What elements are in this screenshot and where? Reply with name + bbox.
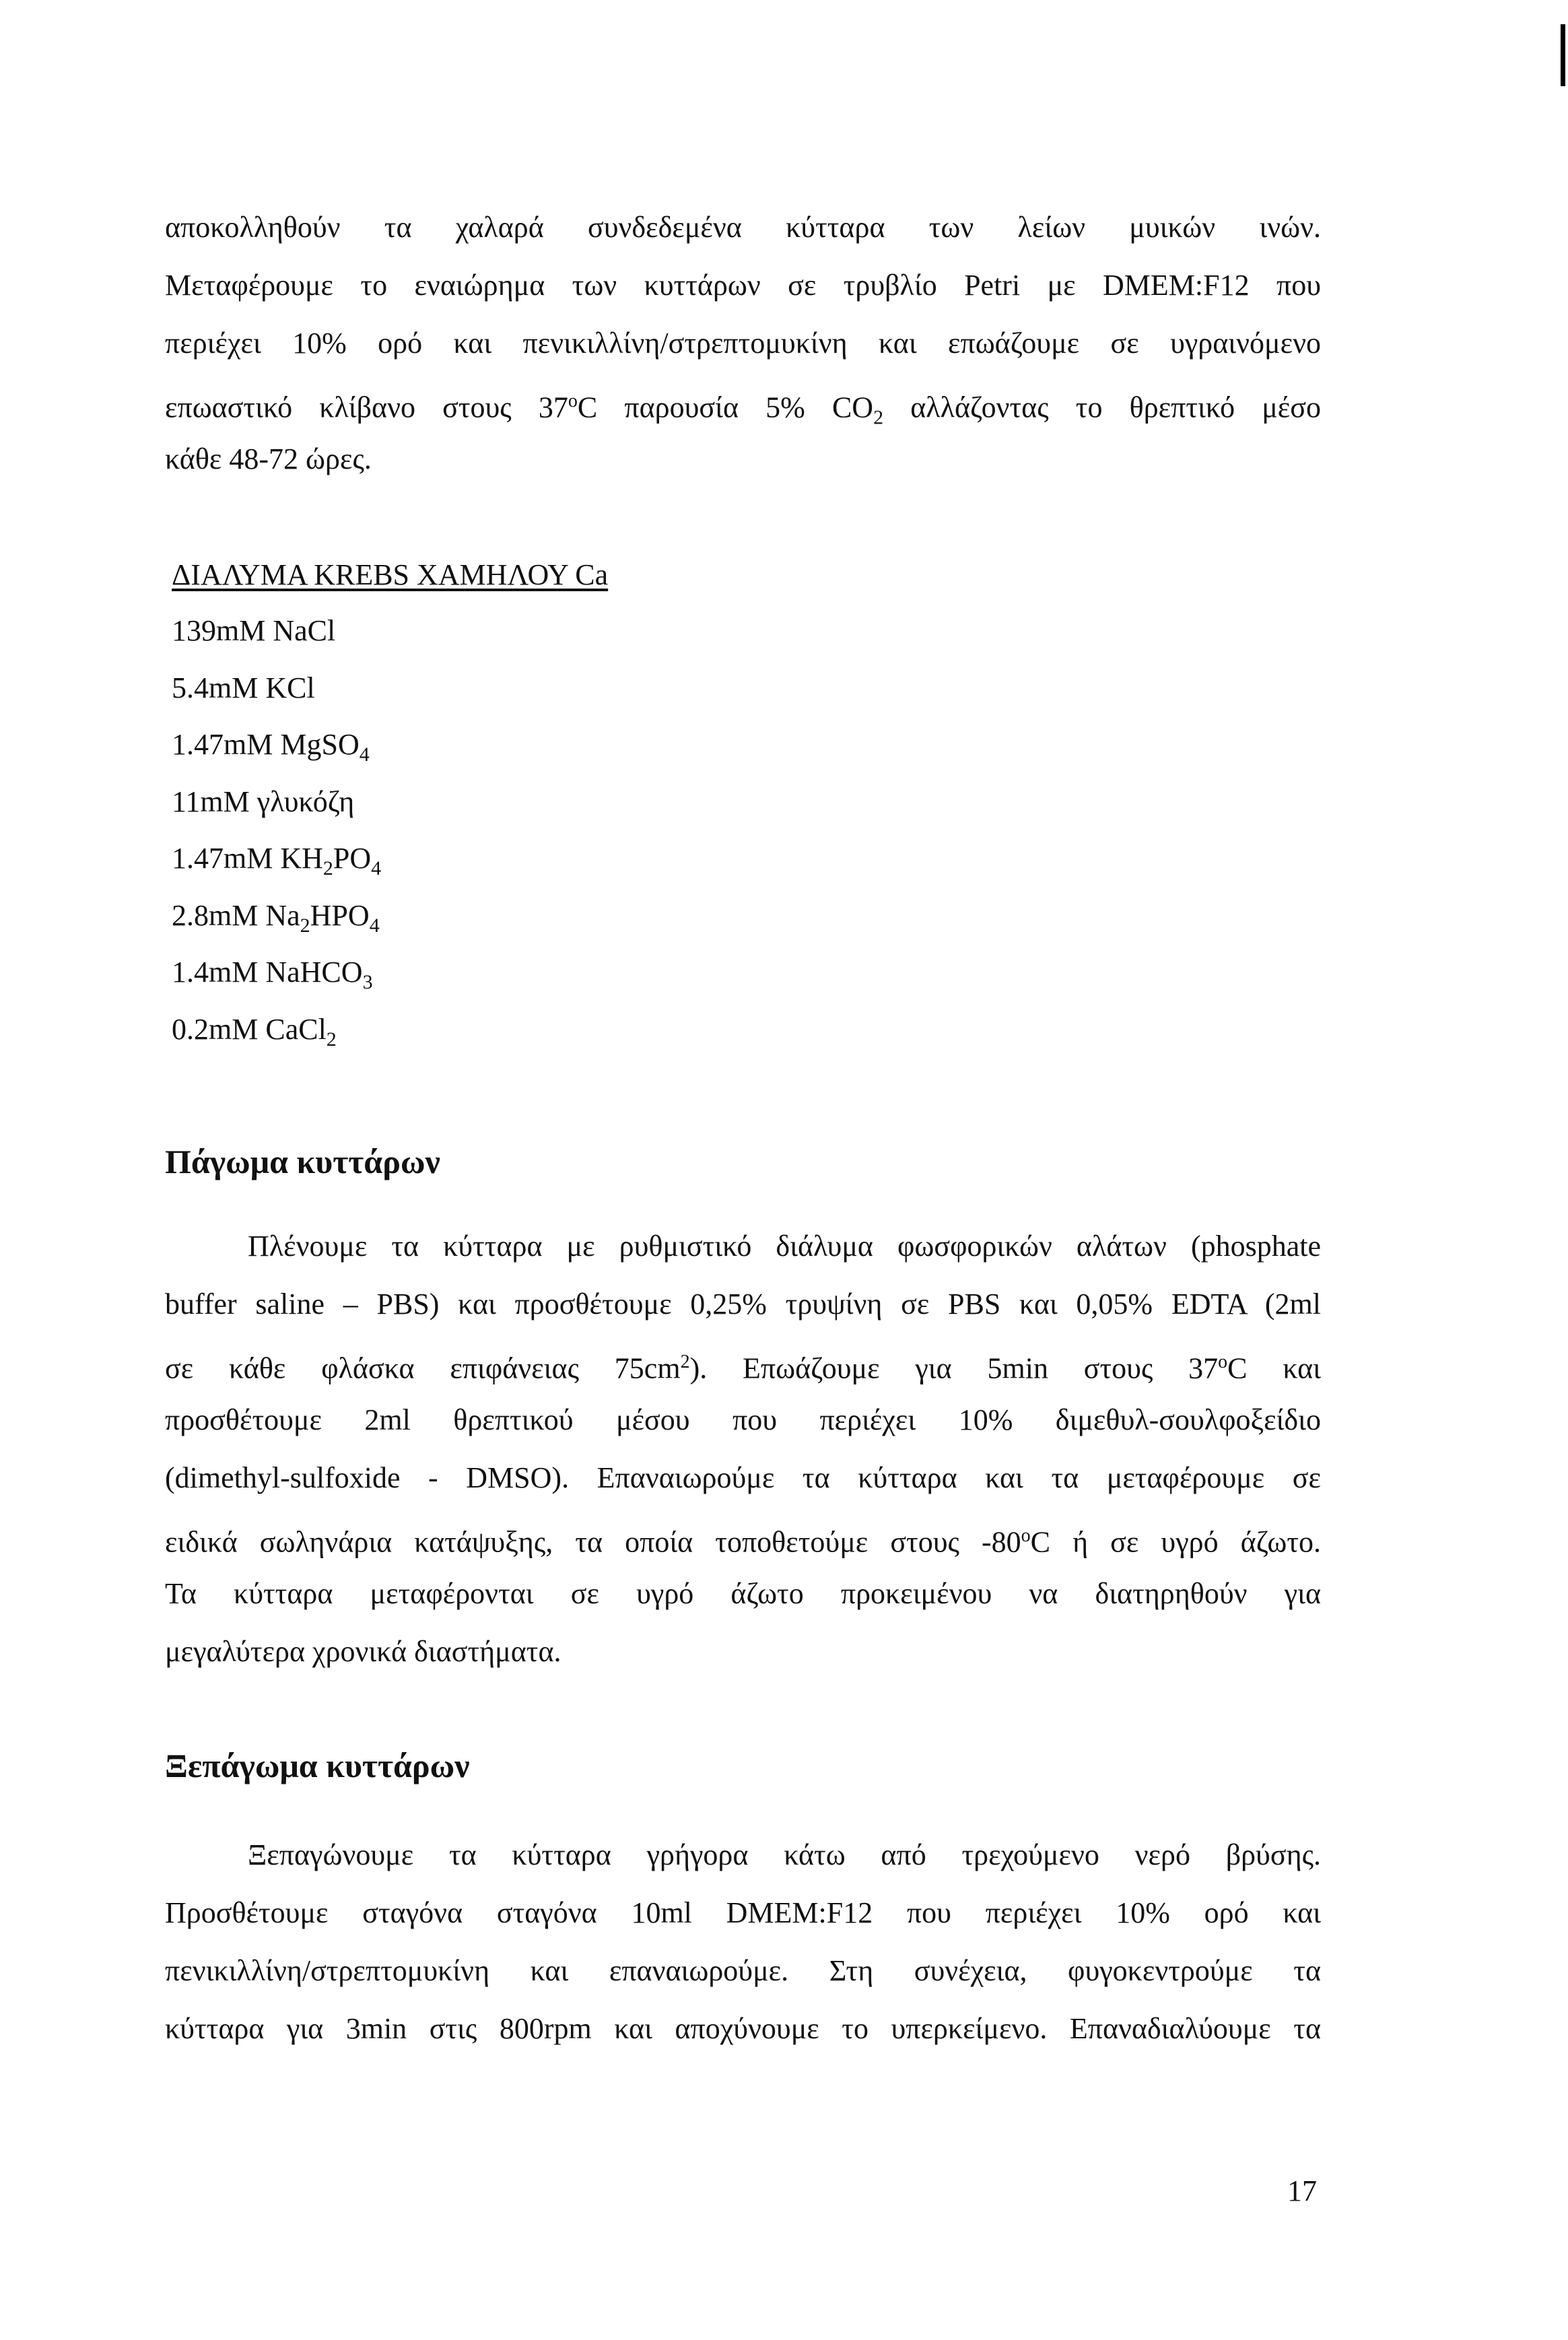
reagent-item: 0.2mM CaCl$_2$ [172, 1012, 337, 1050]
page-number: 17 [1287, 2174, 1317, 2207]
paragraph-line: κύτταρα για 3min στις 800rpm και αποχύνουμε το υπερκείμενο. Επαναδιαλύουμε τα [165, 2012, 1321, 2045]
reagent-item: 1.47mM MgSO$_4$ [172, 728, 370, 766]
paragraph-line: (dimethyl-sulfoxide - DMSO). Επαναιωρούμε τα κύτταρα και τα μεταφέρουμε σε [165, 1461, 1321, 1494]
paragraph-line: buffer saline – PBS) και προσθέτουμε 0,25% τρυψίνη σε PBS και 0,05% EDTA (2ml [165, 1288, 1321, 1321]
reagent-item: 11mM γλυκόζη [172, 784, 355, 818]
section-heading-freezing: Πάγωμα κυττάρων [165, 1143, 440, 1180]
reagent-item: 5.4mM KCl [172, 671, 315, 704]
reagent-item: 2.8mM $Na_2HPO_4$ [172, 898, 380, 937]
reagent-item: 1.4mM NaHCO$_3$ [172, 956, 373, 993]
paragraph-line: περιέχει 10% ορό και πενικιλλίνη/στρεπτομυκίνη και επωάζουμε σε υγραινόμενο [165, 327, 1321, 360]
paragraph-line: προσθέτουμε 2ml θρεπτικού μέσου που περιέχει 10% διμεθυλ-σουλφοξείδιο [165, 1403, 1321, 1436]
paragraph-line: επωαστικό κλίβανο στους 37$^o$C παρουσία 5% $CO_2$ αλλάζοντας το θρεπτικό μέσο [165, 391, 1321, 429]
paragraph-line: μεγαλύτερα χρονικά διαστήματα. [165, 1635, 561, 1668]
paragraph-line: Ξεπαγώνουμε τα κύτταρα γρήγορα κάτω από τρεχούμενο νερό βρύσης. [248, 1838, 1321, 1871]
section-heading-thawing: Ξεπάγωμα κυττάρων [165, 1747, 470, 1784]
solution-title: ΔΙΑΛΥΜΑ KREBS ΧΑΜΗΛΟΥ Ca [172, 558, 609, 591]
paragraph-line: αποκολληθούν τα χαλαρά συνδεδεμένα κύτταρα των λείων μυικών ινών. [165, 211, 1321, 244]
paragraph-line: Μεταφέρουμε το εναιώρημα των κυττάρων σε τρυβλίο Petri με DMEM:F12 που [165, 269, 1321, 302]
freezing-paragraph [165, 1217, 1321, 1681]
intro-paragraph [165, 199, 1321, 488]
reagent-item: 139mM NaCl [172, 614, 336, 647]
paragraph-line: Πλένουμε τα κύτταρα με ρυθμιστικό διάλυμα φωσφορικών αλάτων (phosphate [248, 1230, 1321, 1263]
paragraph-line: Τα κύτταρα μεταφέρονται σε υγρό άζωτο προκειμένου να διατηρηθούν για [165, 1577, 1321, 1610]
reagent-list [172, 611, 381, 1067]
scan-edge-mark [1561, 24, 1565, 86]
reagent-item: 1.47mM $KH_2PO_4$ [172, 842, 382, 879]
paragraph-line: Προσθέτουμε σταγόνα σταγόνα 10ml DMEM:F12 που περιέχει 10% ορό και [165, 1896, 1321, 1929]
paragraph-line: σε κάθε φλάσκα επιφάνειας $75cm^2$). Επωάζουμε για 5min στους 37$^o$C και [165, 1351, 1321, 1385]
paragraph-line: κάθε 48-72 ώρες. [165, 442, 372, 475]
thawing-paragraph [165, 1826, 1321, 2058]
paragraph-line: ειδικά σωληνάρια κατάψυξης, τα οποία τοποθετούμε στους -80$^o$C ή σε υγρό άζωτο. [165, 1525, 1322, 1559]
paragraph-line: πενικιλλίνη/στρεπτομυκίνη και επαναιωρούμε. Στη συνέχεια, φυγοκεντρούμε τα [165, 1954, 1321, 1987]
